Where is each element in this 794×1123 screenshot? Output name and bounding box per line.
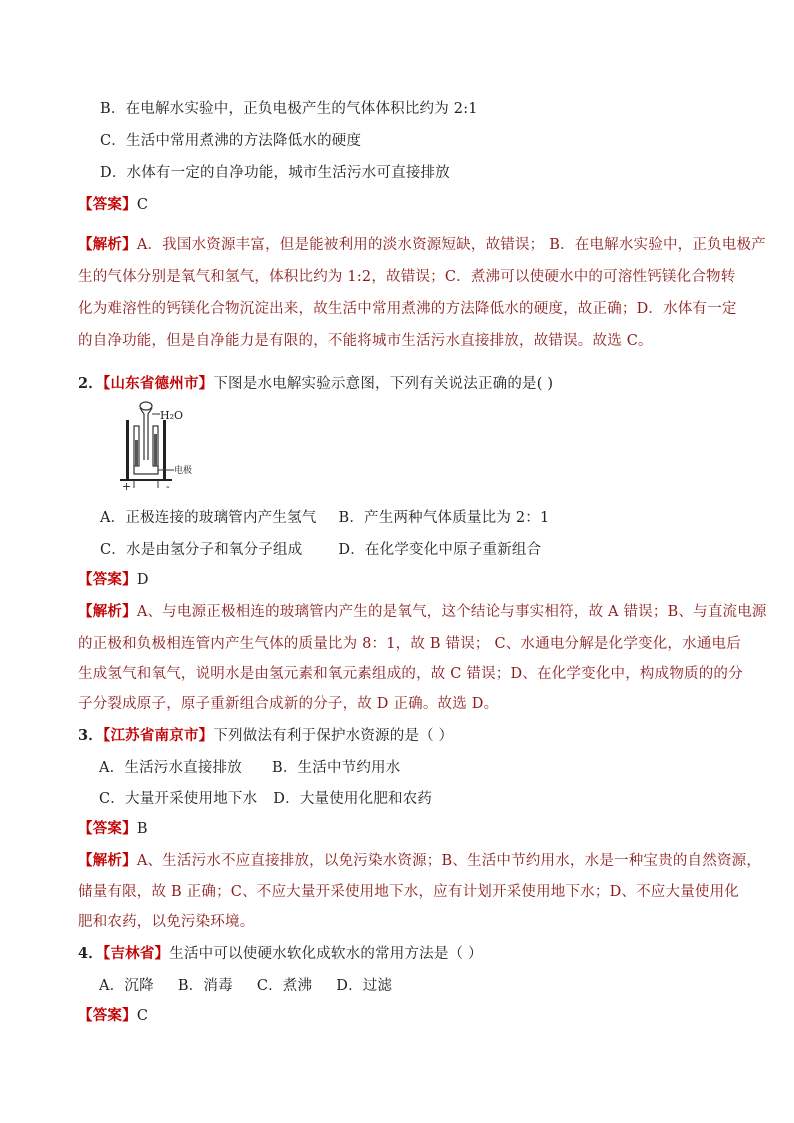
answer-value: C bbox=[136, 197, 149, 213]
q1-analysis-line-2: 生的气体分别是氧气和氢气，体积比约为 1:2，故错误；C．煮沸可以使硬水中的可溶性钙镁化合物转 bbox=[78, 269, 736, 285]
h2o-label: H₂O bbox=[160, 409, 184, 422]
q2-analysis-line-4: 子分裂成原子，原子重新组合成新的分子，故 D 正确。故选 D。 bbox=[78, 696, 499, 712]
analysis-label: 【解析】 bbox=[78, 236, 137, 253]
answer-value: B bbox=[136, 821, 148, 837]
q2-option-c: C．水是由氢分子和氧分子组成 bbox=[100, 542, 303, 558]
question-text: 下图是水电解实验示意图，下列有关说法正确的是( ) bbox=[213, 376, 554, 392]
q2-options-row-1 bbox=[100, 508, 549, 528]
question-text: 下列做法有利于保护水资源的是（ ） bbox=[213, 728, 454, 744]
analysis-text: A．我国水资源丰富，但是能被利用的淡水资源短缺，故错误； B．在电解水实验中，正负电极产 bbox=[136, 237, 766, 253]
q1-option-b: B．在电解水实验中，正负电极产生的气体体积比约为 2:1 bbox=[100, 101, 478, 117]
q2-analysis-line-3: 生成氢气和氧气，说明水是由氢元素和氧元素组成的，故 C 错误；D、在化学变化中，构成物质的的分 bbox=[78, 666, 743, 682]
q3-analysis-line-1 bbox=[78, 851, 761, 871]
question-source: 【山东省德州市】 bbox=[103, 375, 214, 392]
q2-analysis-line-2: 的正极和负极相连管内产生气体的质量比为 8：1，故 B 错误； C、水通电分解是化学变化，水通电后 bbox=[78, 636, 741, 652]
answer-label: 【答案】 bbox=[78, 196, 137, 213]
q3-options-row-2 bbox=[99, 789, 432, 809]
electrolysis-diagram bbox=[116, 400, 206, 492]
q2-answer bbox=[78, 570, 149, 590]
q1-analysis-line-3: 化为难溶性的钙镁化合物沉淀出来，故生活中常用煮沸的方法降低水的硬度，故正确；D．水体有一定 bbox=[78, 301, 737, 317]
q3-option-b: B．生活中节约用水 bbox=[271, 760, 401, 776]
answer-label: 【答案】 bbox=[78, 1007, 137, 1024]
analysis-text: A、与电源正极相连的玻璃管内产生的是氧气，这个结论与事实相符，故 A 错误；B、与直流电源 bbox=[136, 604, 767, 620]
question-number: 4． bbox=[78, 945, 103, 962]
q3-options-row-1 bbox=[99, 758, 400, 778]
q2-options-row-2 bbox=[100, 540, 541, 560]
electrode-label: 电极 bbox=[174, 466, 193, 476]
q1-option-d: D．水体有一定的自净功能，城市生活污水可直接排放 bbox=[100, 165, 450, 181]
q2-option-a: A．正极连接的玻璃管内产生氢气 bbox=[100, 510, 317, 526]
q1-analysis-line-4: 的自净功能，但是自净能力是有限的，不能将城市生活污水直接排放，故错误。故选 C。 bbox=[78, 333, 653, 349]
q3-analysis-line-3: 肥和农药，以免污染环境。 bbox=[78, 914, 255, 930]
plus-terminal: + bbox=[122, 480, 132, 492]
q2-analysis-line-1 bbox=[78, 602, 767, 622]
answer-label: 【答案】 bbox=[78, 571, 137, 588]
q2-stem bbox=[78, 374, 553, 394]
analysis-label: 【解析】 bbox=[78, 603, 137, 620]
q3-analysis-line-2: 储量有限，故 B 正确；C、不应大量开采使用地下水，应有计划开采使用地下水；D、不应大量使用化 bbox=[78, 884, 739, 900]
answer-value: D bbox=[136, 572, 149, 588]
question-source: 【吉林省】 bbox=[103, 945, 170, 962]
q3-stem bbox=[78, 726, 453, 746]
q1-answer bbox=[78, 195, 148, 215]
answer-label: 【答案】 bbox=[78, 820, 137, 837]
q1-analysis-line-1 bbox=[78, 235, 766, 255]
q4-answer bbox=[78, 1006, 148, 1026]
analysis-label: 【解析】 bbox=[78, 852, 137, 869]
analysis-text: A、生活污水不应直接排放，以免污染水资源；B、生活中节约用水，水是一种宝贵的自然资源， bbox=[136, 853, 762, 869]
question-source: 【江苏省南京市】 bbox=[103, 727, 214, 744]
q3-option-c: C．大量开采使用地下水 bbox=[99, 791, 258, 807]
q3-answer bbox=[78, 819, 148, 839]
q2-option-b: B．产生两种气体质量比为 2：1 bbox=[338, 510, 550, 526]
question-text: 生活中可以使硬水软化成软水的常用方法是（ ） bbox=[169, 946, 483, 962]
question-number: 3． bbox=[78, 727, 103, 744]
q3-option-d: D．大量使用化肥和农药 bbox=[273, 791, 433, 807]
q3-option-a: A．生活污水直接排放 bbox=[99, 760, 242, 776]
minus-terminal: - bbox=[166, 480, 170, 492]
q4-stem bbox=[78, 944, 483, 964]
question-number: 2． bbox=[78, 375, 103, 392]
q2-option-d: D．在化学变化中原子重新组合 bbox=[338, 542, 542, 558]
answer-value: C bbox=[136, 1008, 149, 1024]
q1-option-c: C．生活中常用煮沸的方法降低水的硬度 bbox=[100, 133, 362, 149]
q4-options: A．沉降 B．消毒 C．煮沸 D．过滤 bbox=[99, 978, 393, 994]
